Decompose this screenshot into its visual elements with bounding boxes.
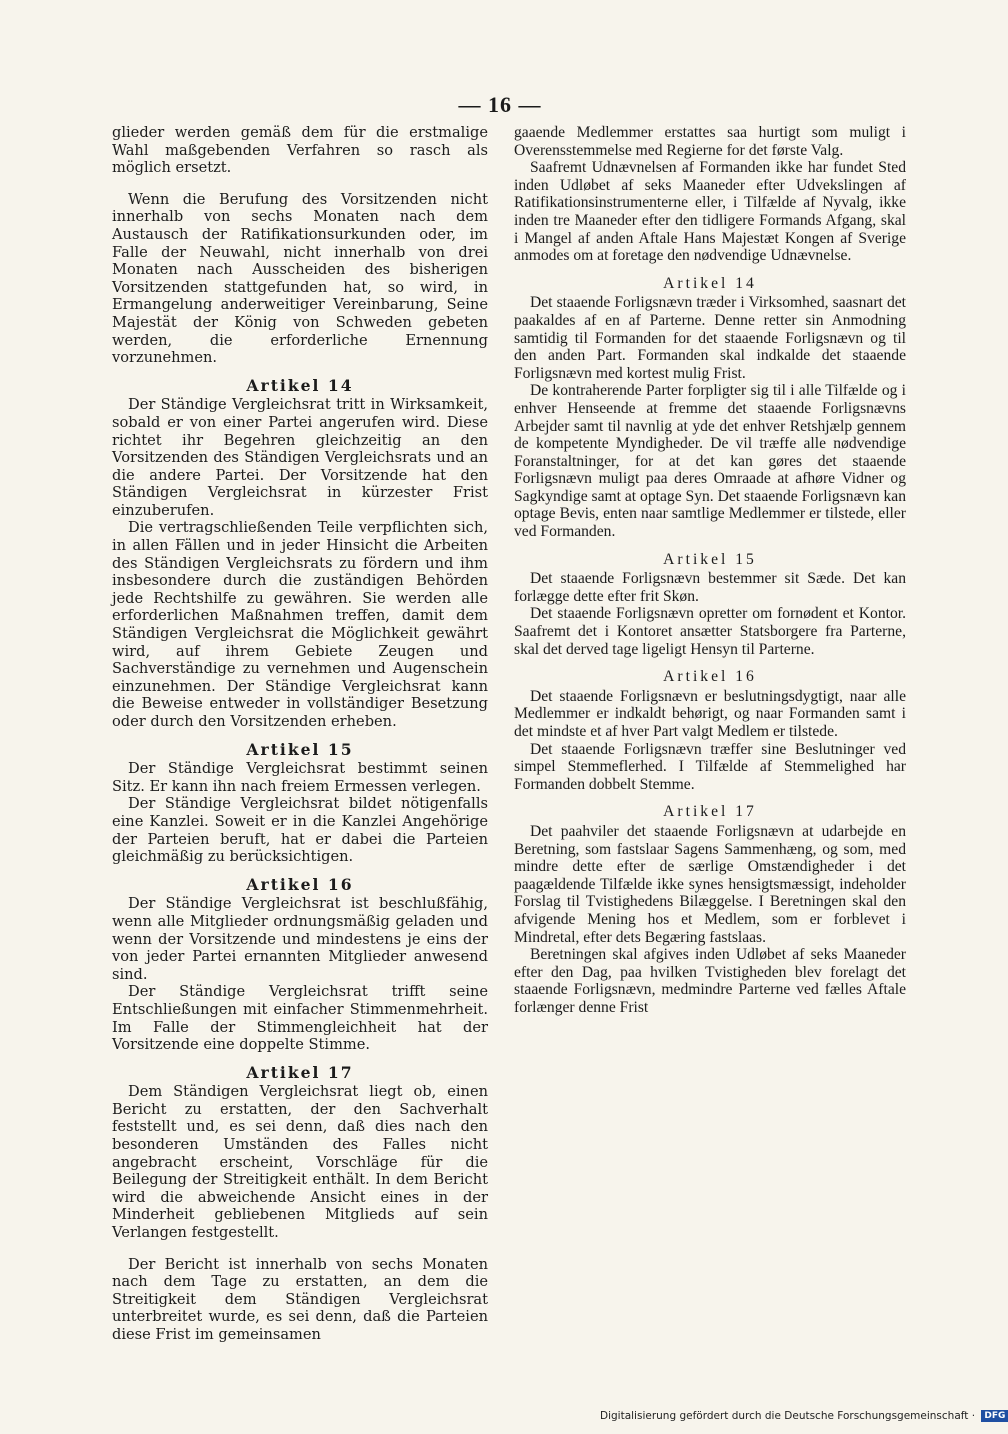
text-paragraph: Det paahviler det staaende Forligsnævn at udarbejde en Beretning, som fastslaar Sagens Sammenhæng, og som, med mindre dette efter de særlige Omstændigheder i det paagældende Tilfælde ikke synes hensigtsmæssigt, indeholder Forslag til Tvistighedens Bilæggelse. I Beretningen skal den afvigende Mening hos et Medlem, som er forblevet i Mindretal, efter dets Begæring fastslaas. bbox=[514, 822, 906, 946]
german-text-column bbox=[112, 124, 488, 1344]
danish-text-column bbox=[514, 124, 906, 1017]
article-heading: Artikel 17 bbox=[246, 1062, 354, 1082]
paragraph-spacer bbox=[112, 177, 488, 191]
text-paragraph: Det staaende Forligsnævn træder i Virksomhed, saasnart det paakaldes af en af Parterne. Denne retter sin Anmodning samtidig til Formanden for det staaende Forligsnævn og til den anden Part. Formanden skal indkalde det staaende Forligsnævn med kortest mulig Frist. bbox=[514, 294, 906, 382]
text-paragraph: Der Ständige Vergleichsrat tritt in Wirksamkeit, sobald er von einer Partei angerufen wird. Diese richtet ihr Begehren gleichzeitig an den Vorsitzenden des Ständigen Vergleichsrats und an die andere Partei. Der Vorsitzende hat den Ständigen Vergleichsrat in kürzester Frist einzuberufen. bbox=[112, 396, 488, 519]
text-paragraph: Saafremt Udnævnelsen af Formanden ikke har fundet Sted inden Udløbet af seks Maaneder efter Udvekslingen af Ratifikationsinstrumenterne eller, i Tilfælde af Nyvalg, ikke inden tre Maaneder efter den tidligere Formands Afgang, skal i Mangel af anden Aftale Hans Majestæt Kongen af Sverige anmodes om at foretage den nødvendige Udnævnelse. bbox=[514, 159, 906, 265]
text-paragraph: Det staaende Forligsnævn træffer sine Beslutninger ved simpel Stemmeflerhed. I Tilfælde af Stemmelighed har Formanden dobbelt Stemme. bbox=[514, 740, 906, 793]
text-paragraph: Wenn die Berufung des Vorsitzenden nicht innerhalb von sechs Monaten nach dem Austausch der Ratifikationsurkunden oder, im Falle der Neuwahl, nicht innerhalb von drei Monaten nach Ausscheiden des bisherigen Vorsitzenden stattgefunden hat, so wird, in Ermangelung anderweitiger Vereinbarung, Seine Majestät der König von Schweden gebeten werden, die erforderliche Ernennung vorzunehmen. bbox=[112, 190, 488, 367]
text-paragraph: Dem Ständigen Vergleichsrat liegt ob, einen Bericht zu erstatten, der den Sachverhalt feststellt und, es sei denn, daß dies nach den besonderen Umständen des Falles nicht angebracht erscheint, Vorschläge für die Beilegung der Streitigkeit enthält. In dem Bericht wird die abweichende Ansicht eines in der Minderheit gebliebenen Mitglieds auf sein Verlangen festgestellt. bbox=[112, 1083, 488, 1242]
text-paragraph: Beretningen skal afgives inden Udløbet af seks Maaneder efter den Dag, paa hvilken Tvistigheden blev forelagt det staaende Forligsnævn, medmindre Parterne ved fælles Aftale forlænger denne Frist bbox=[514, 946, 906, 1016]
text-paragraph: Der Ständige Vergleichsrat ist beschlußfähig, wenn alle Mitglieder ordnungsmäßig geladen und wenn der Vorsitzende und mindestens je eins der von jeder Partei ernannten Mitglieder anwesend sind. bbox=[112, 895, 488, 983]
text-paragraph: Der Ständige Vergleichsrat bildet nötigenfalls eine Kanzlei. Soweit er in die Kanzlei Angehörige der Parteien beruft, hat er dabei die Parteien gleichmäßig zu berücksichtigen. bbox=[112, 795, 488, 866]
paragraph-spacer bbox=[112, 1242, 488, 1256]
article-heading: Artikel 14 bbox=[246, 375, 354, 395]
footer-text: Digitalisierung gefördert durch die Deutsche Forschungsgemeinschaft bbox=[600, 1410, 969, 1422]
text-paragraph: Der Ständige Vergleichsrat trifft seine Entschließungen mit einfacher Stimmenmehrheit. Im Falle der Stimmengleichheit hat der Vorsitzende eine doppelte Stimme. bbox=[112, 983, 488, 1054]
article-heading: Artikel 16 bbox=[663, 668, 757, 686]
article-heading: Artikel 15 bbox=[663, 550, 757, 568]
article-heading: Artikel 15 bbox=[246, 739, 354, 759]
article-heading: Artikel 17 bbox=[663, 803, 757, 821]
text-paragraph: Der Ständige Vergleichsrat bestimmt seinen Sitz. Er kann ihn nach freiem Ermessen verlegen. bbox=[112, 760, 488, 795]
text-paragraph: glieder werden gemäß dem für die erstmalige Wahl maßgebenden Verfahren so rasch als möglich ersetzt. bbox=[112, 124, 488, 177]
text-paragraph: Det staaende Forligsnævn opretter om fornødent et Kontor. Saafremt det i Kontoret ansætter Statsborgere fra Parterne, skal det derved tage ligeligt Hensyn til Parterne. bbox=[514, 605, 906, 658]
text-paragraph: Det staaende Forligsnævn er beslutningsdygtigt, naar alle Medlemmer er indkaldt behørigt, og naar Formanden samt i det mindste et af hver Part valgt Medlem er tilstede. bbox=[514, 687, 906, 740]
article-heading: Artikel 14 bbox=[663, 274, 757, 292]
text-paragraph: gaaende Medlemmer erstattes saa hurtigt som muligt i Overensstemmelse med Regierne for det første Valg. bbox=[514, 124, 906, 159]
article-heading: Artikel 16 bbox=[246, 874, 354, 894]
text-paragraph: Det staaende Forligsnævn bestemmer sit Sæde. Det kan forlægge dette efter frit Skøn. bbox=[514, 570, 906, 605]
footer-separator: · bbox=[971, 1410, 976, 1422]
digitization-credit bbox=[600, 1410, 1006, 1422]
text-paragraph: Der Bericht ist innerhalb von sechs Monaten nach dem Tage zu erstatten, an dem die Streitigkeit dem Ständigen Vergleichsrat unterbreitet wurde, es sei denn, daß die Parteien diese Frist im gemeinsamen bbox=[112, 1255, 488, 1343]
page-number: — 16 — bbox=[458, 92, 542, 117]
text-paragraph: Die vertragschließenden Teile verpflichten sich, in allen Fällen und in jeder Hinsicht die Arbeiten des Ständigen Vergleichsrats zu fördern und ihm insbesondere durch die zuständigen Behörden jede Rechtshilfe zu gewähren. Sie werden alle erforderlichen Maßnahmen treffen, damit dem Ständigen Vergleichsrat die Möglichkeit gewährt wird, auf ihrem Gebiete Zeugen und Sachverständige zu vernehmen und Augenschein einzunehmen. Der Ständige Vergleichsrat kann die Beweise entweder in vollständiger Besetzung oder durch den Vorsitzenden erheben. bbox=[112, 519, 488, 730]
text-paragraph: De kontraherende Parter forpligter sig til i alle Tilfælde og i enhver Henseende at fremme det staaende Forligsnævns Arbejder samt til navnlig at yde det enhver Retshjælp gennem de kompetente Myndigheder. De vil træffe alle nødvendige Foranstaltninger, for at det kan gøres det staaende Forligsnævn muligt paa deres Omraade at afhøre Vidner og Sagkyndige samt at optage Syn. Det staaende Forligsnævn kan optage Bevis, enten naar samtlige Medlemmer er tilstede, eller ved Formanden. bbox=[514, 382, 906, 541]
dfg-logo-icon: DFG bbox=[981, 1410, 1008, 1422]
